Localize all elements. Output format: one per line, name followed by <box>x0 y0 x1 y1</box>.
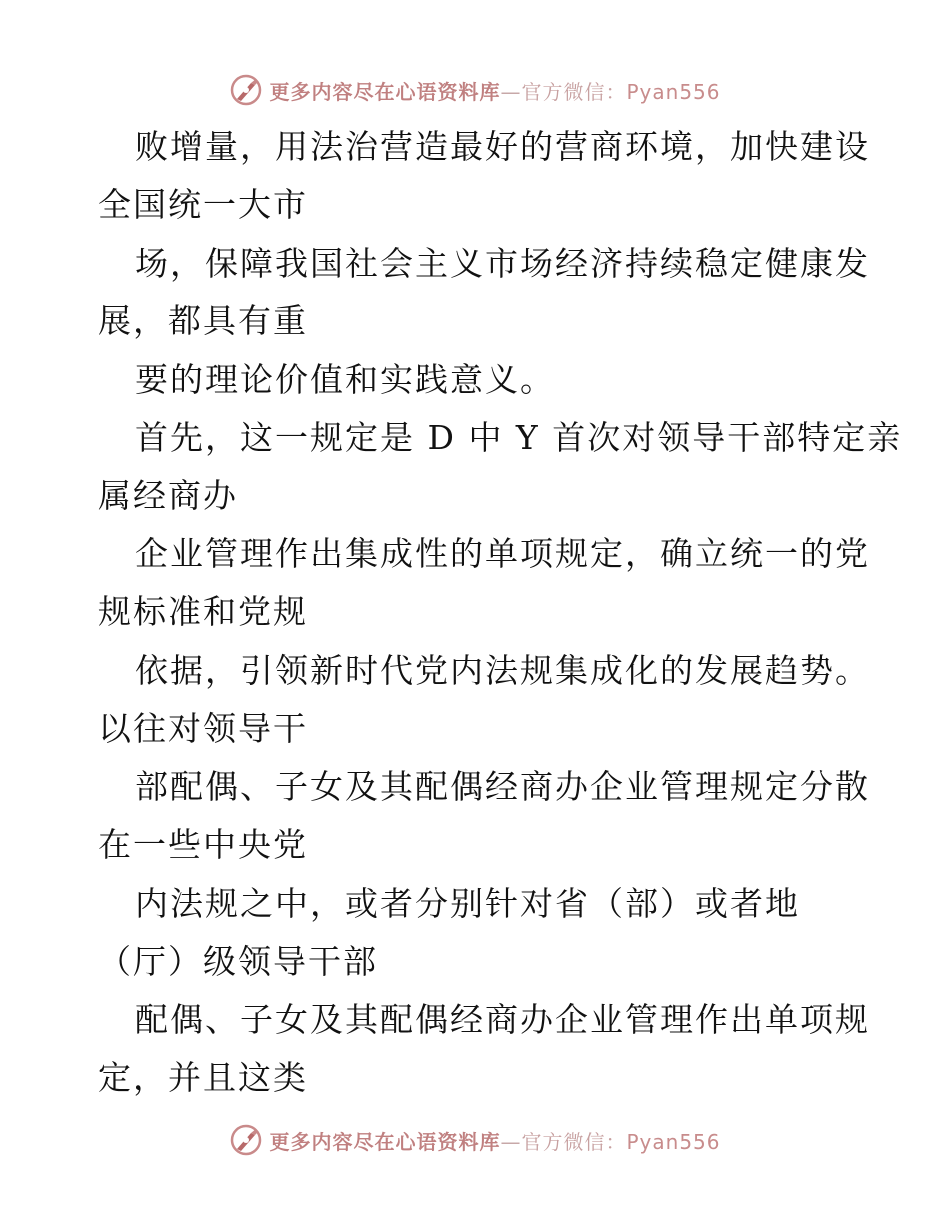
watermark-wechat-id: Pyan556 <box>626 1129 721 1154</box>
body-line: （厅）级领导干部 <box>98 942 378 981</box>
footer-watermark <box>0 1120 950 1160</box>
body-line: 以往对领导干 <box>98 709 308 748</box>
body-line: 配偶、子女及其配偶经商办企业管理作出单项规 <box>135 1000 870 1039</box>
body-line: 在一些中央党 <box>98 825 308 864</box>
pen-circle-logo-icon <box>229 1123 263 1157</box>
watermark-text <box>269 1126 720 1155</box>
body-line: 全国统一大市 <box>98 185 308 224</box>
watermark-wechat-id: Pyan556 <box>626 79 721 104</box>
watermark-wechat-label: 官方微信： <box>521 79 627 104</box>
body-line: 依据，引领新时代党内法规集成化的发展趋势。 <box>135 651 870 690</box>
watermark-wechat-label: 官方微信： <box>521 1129 627 1154</box>
body-line: 要的理论价值和实践意义。 <box>135 360 555 399</box>
body-line: 属经商办 <box>98 476 238 515</box>
body-line: 规标准和党规 <box>98 592 308 631</box>
body-line: 败增量，用法治营造最好的营商环境，加快建设 <box>135 127 870 166</box>
body-line: 内法规之中，或者分别针对省（部）或者地 <box>135 884 800 923</box>
body-line: 场，保障我国社会主义市场经济持续稳定健康发 <box>135 244 870 283</box>
watermark-separator: — <box>500 79 522 104</box>
watermark-separator: — <box>500 1129 522 1154</box>
body-line: 部配偶、子女及其配偶经商办企业管理规定分散 <box>135 767 870 806</box>
body-line: 展，都具有重 <box>98 301 308 340</box>
body-line: 定，并且这类 <box>98 1058 308 1097</box>
body-line: 企业管理作出集成性的单项规定，确立统一的党 <box>135 534 870 573</box>
body-line: 首先，这一规定是 D 中 Y 首次对领导干部特定亲 <box>135 418 903 457</box>
watermark-brand: 更多内容尽在心语资料库 <box>269 79 501 104</box>
watermark-brand: 更多内容尽在心语资料库 <box>269 1129 501 1154</box>
